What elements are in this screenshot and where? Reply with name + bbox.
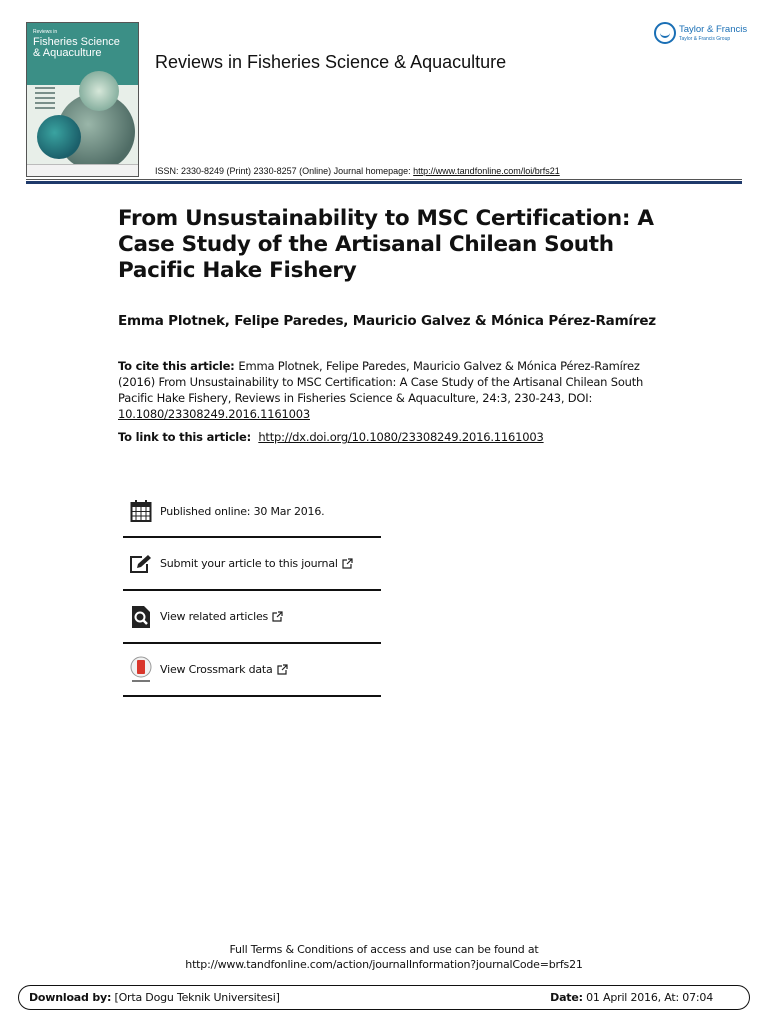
download-by — [29, 991, 280, 1004]
citation-block — [118, 358, 658, 422]
issn-line — [155, 166, 560, 176]
download-date-value: 01 April 2016, At: 07:04 — [582, 991, 713, 1004]
article-doi-url[interactable]: http://dx.doi.org/10.1080/23308249.2016.1161003 — [258, 430, 544, 444]
header-divider-thick — [26, 181, 742, 184]
citation-text: Emma Plotnek, Felipe Paredes, Mauricio Galvez & Mónica Pérez-Ramírez (2016) From Unsustainability to MSC Certification: A Case Study of the Artisanal Chilean South Pacific Hake Fishery, Reviews in Fisheries Science & Aquaculture, 24:3, 230-243, DOI: — [118, 359, 644, 405]
article-link-line — [118, 430, 544, 444]
crossmark-link[interactable] — [123, 644, 381, 697]
calendar-icon — [126, 498, 156, 524]
magnify-document-icon — [126, 604, 156, 630]
cover-title: Fisheries Science & Aquaculture — [33, 36, 120, 59]
related-articles-link[interactable] — [123, 591, 381, 644]
crossmark-label: View Crossmark data — [160, 663, 273, 676]
download-by-value: [Orta Dogu Teknik Universitesi] — [111, 991, 280, 1004]
journal-homepage-link[interactable]: http://www.tandfonline.com/loi/brfs21 — [413, 166, 560, 176]
cover-circle-graphic — [37, 115, 81, 159]
download-by-label: Download by: — [29, 991, 112, 1004]
publisher-name: Taylor & Francis — [679, 24, 748, 35]
publisher-logo-icon — [654, 22, 676, 44]
article-actions-list — [123, 486, 381, 697]
related-articles-label: View related articles — [160, 610, 269, 623]
download-date-label: Date: — [550, 991, 583, 1004]
header-divider-thin — [26, 179, 742, 180]
external-link-icon — [342, 558, 353, 569]
publisher-logo[interactable] — [654, 22, 746, 48]
terms-line: Full Terms & Conditions of access and use can be found at — [229, 943, 539, 956]
cover-small-label: Reviews in — [33, 29, 58, 35]
pencil-edit-icon — [126, 551, 156, 577]
terms-url[interactable]: http://www.tandfonline.com/action/journalInformation?journalCode=brfs21 — [185, 958, 583, 971]
publisher-group: Taylor & Francis Group — [679, 36, 731, 42]
article-title: From Unsustainability to MSC Certification: A Case Study of the Artisanal Chilean South Pacific Hake Fishery — [118, 206, 654, 283]
journal-name[interactable]: Reviews in Fisheries Science & Aquaculture — [155, 52, 507, 72]
download-info-bar — [18, 985, 750, 1010]
published-online-item — [123, 486, 381, 538]
submit-article-label: Submit your article to this journal — [160, 557, 338, 570]
terms-notice — [0, 942, 768, 972]
cover-footer-band — [27, 164, 138, 176]
submit-article-link[interactable] — [123, 538, 381, 591]
issn-text: ISSN: 2330-8249 (Print) 2330-8257 (Online) Journal homepage: — [155, 166, 414, 176]
crossmark-icon — [126, 657, 156, 683]
external-link-icon — [277, 664, 288, 675]
article-authors: Emma Plotnek, Felipe Paredes, Mauricio Galvez & Mónica Pérez-Ramírez — [118, 313, 656, 329]
download-date — [550, 991, 713, 1004]
journal-cover-image — [26, 22, 139, 177]
cover-circle-graphic — [79, 71, 119, 111]
article-link-label: To link to this article: — [118, 430, 255, 444]
cover-text-lines — [35, 87, 55, 112]
citation-doi-link[interactable]: 10.1080/23308249.2016.1161003 — [118, 407, 310, 421]
citation-label: To cite this article: — [118, 359, 239, 373]
published-online-label: Published online: 30 Mar 2016. — [160, 504, 325, 518]
external-link-icon — [272, 611, 283, 622]
